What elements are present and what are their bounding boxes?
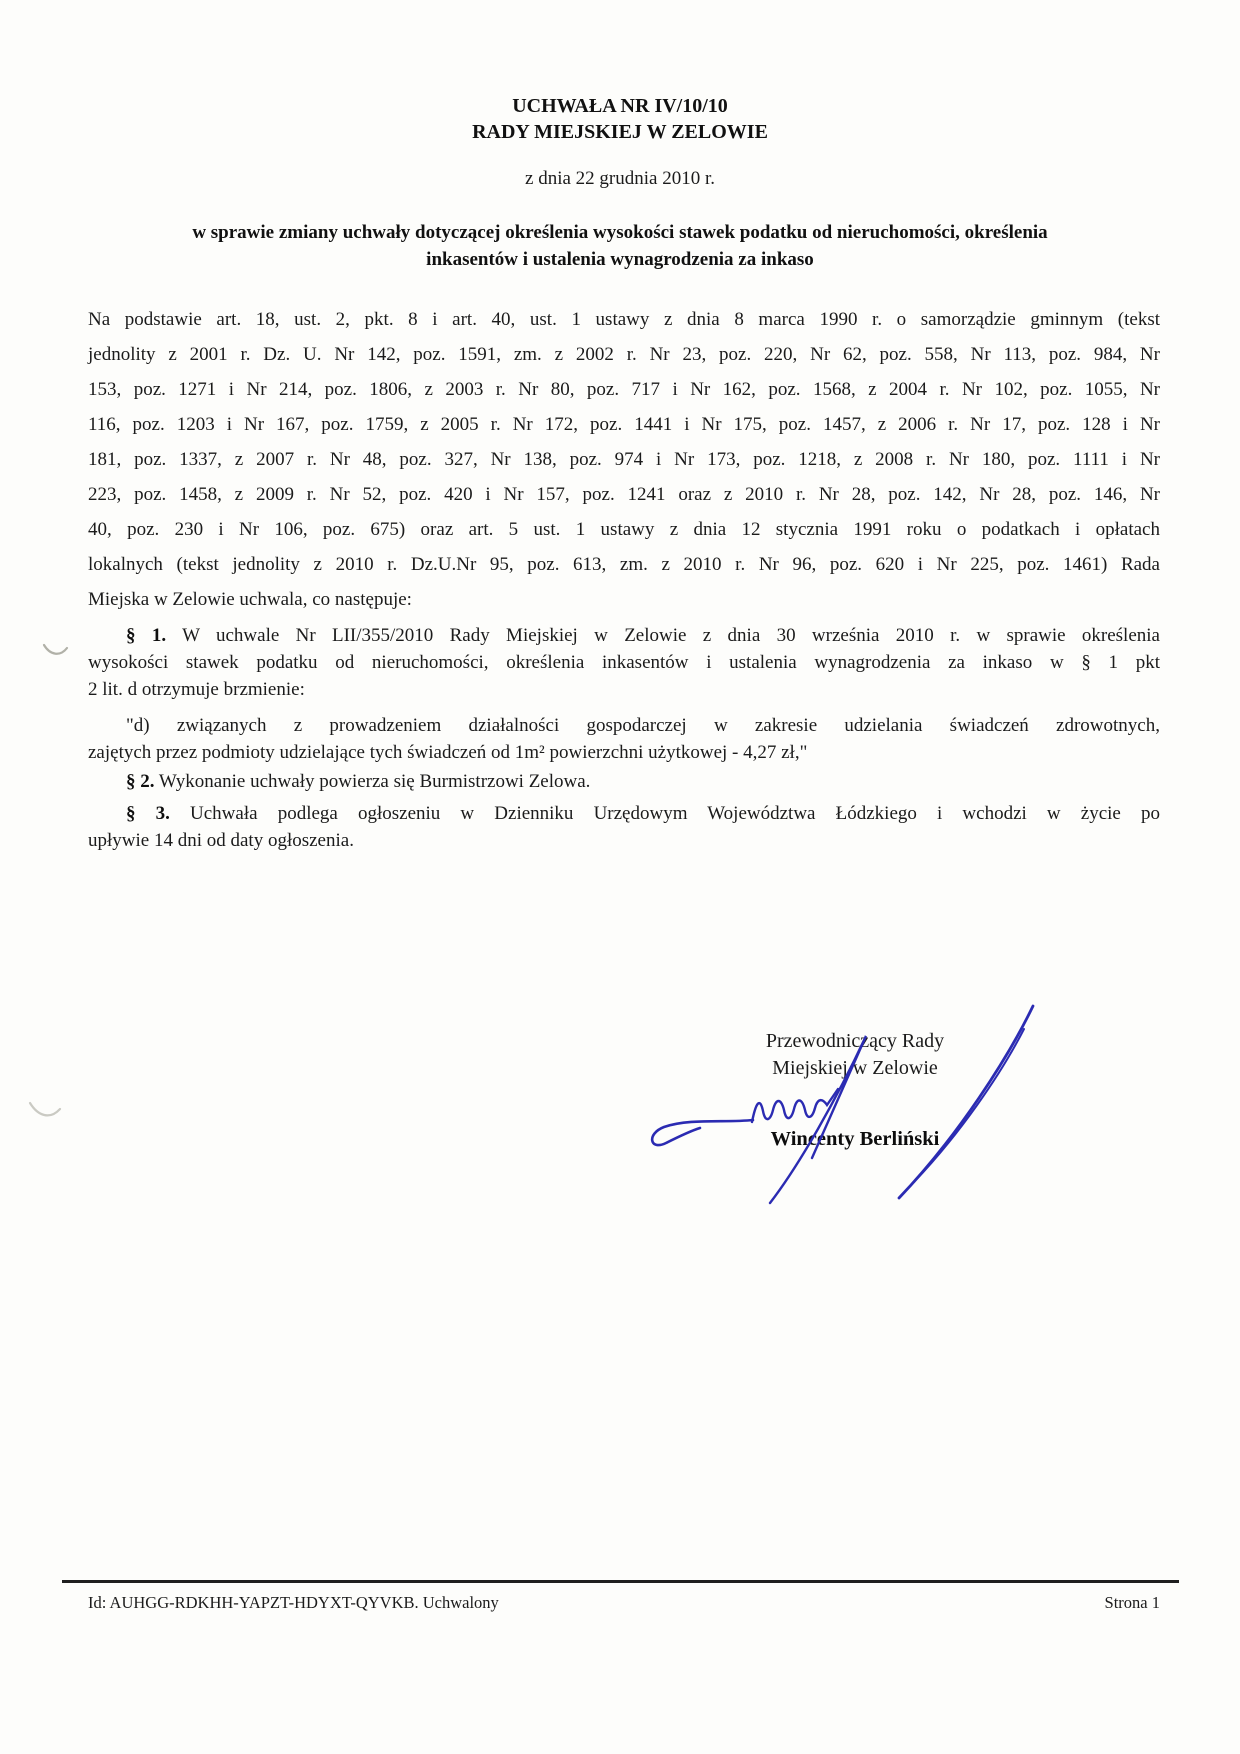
footer-page-number: Strona 1: [1104, 1593, 1160, 1612]
legal-basis-line: lokalnych (tekst jednolity z 2010 r. Dz.U.Nr 95, poz. 613, zm. z 2010 r. Nr 96, poz. 620 i Nr 225, poz. 1461) Rada: [88, 554, 1160, 575]
section-3-line: upływie 14 dni od daty ogłoszenia.: [88, 830, 354, 851]
legal-basis-line: 153, poz. 1271 i Nr 214, poz. 1806, z 2003 r. Nr 80, poz. 717 i Nr 162, poz. 1568, z 2004 r. Nr 102, poz. 1055, Nr: [88, 379, 1160, 400]
section-1-line: 2 lit. d otrzymuje brzmienie:: [88, 679, 305, 700]
section-3-line: [88, 800, 1160, 827]
resolution-number: UCHWAŁA NR IV/10/10: [512, 95, 728, 117]
signatory-role-line-1: Przewodniczący Rady: [765, 1030, 945, 1052]
signatory-name: Wincenty Berliński: [770, 1128, 940, 1150]
legal-basis-line: 116, poz. 1203 i Nr 167, poz. 1759, z 2005 r. Nr 172, poz. 1441 i Nr 175, poz. 1457, z 2006 r. Nr 17, poz. 128 i Nr: [88, 414, 1160, 435]
subject-line-2: inkasentów i ustalenia wynagrodzenia za inkaso: [426, 249, 814, 270]
footer-rule: [62, 1580, 1179, 1583]
section-2-label: § 2.: [126, 771, 155, 792]
legal-basis-line: Na podstawie art. 18, ust. 2, pkt. 8 i art. 40, ust. 1 ustawy z dnia 8 marca 1990 r. o samorządzie gminnym (tekst: [88, 309, 1160, 330]
section-2-text: Wykonanie uchwały powierza się Burmistrzowi Zelowa.: [158, 771, 591, 792]
legal-basis-line: Miejska w Zelowie uchwala, co następuje:: [88, 589, 412, 610]
signatory-role-line-2: Miejskiej w Zelowie: [772, 1057, 938, 1079]
section-1-paragraph: [88, 622, 1160, 703]
date-line: z dnia 22 grudnia 2010 r.: [525, 168, 715, 189]
quote-d-line: "d) związanych z prowadzeniem działalności gospodarczej w zakresie udzielania świadczeń zdrowotnych,: [126, 715, 1160, 736]
section-3-label: § 3.: [126, 803, 170, 824]
footer-document-id: Id: AUHGG-RDKHH-YAPZT-HDYXT-QYVKB. Uchwalony: [88, 1593, 499, 1612]
quote-d-paragraph: [88, 712, 1160, 766]
legal-basis-paragraph: [88, 302, 1160, 617]
section-3-text: Uchwała podlega ogłoszeniu w Dzienniku Urzędowym Województwa Łódzkiego i wchodzi w życie po: [190, 803, 1161, 824]
subject-line-1: w sprawie zmiany uchwały dotyczącej określenia wysokości stawek podatku od nieruchomości, określenia: [192, 222, 1048, 243]
scan-artifact: [30, 645, 67, 1115]
legal-basis-line: jednolity z 2001 r. Dz. U. Nr 142, poz. 1591, zm. z 2002 r. Nr 23, poz. 220, Nr 62, poz. 558, Nr 113, poz. 984, Nr: [88, 344, 1160, 365]
section-1-line: wysokości stawek podatku od nieruchomości, określenia inkasentów i ustalenia wynagrodzenia za inkaso w § 1 pkt: [88, 652, 1160, 673]
section-1-text: W uchwale Nr LII/355/2010 Rady Miejskiej w Zelowie z dnia 30 września 2010 r. w sprawie określenia: [182, 625, 1160, 646]
legal-basis-line: 40, poz. 230 i Nr 106, poz. 675) oraz art. 5 ust. 1 ustawy z dnia 12 stycznia 1991 roku o podatkach i opłatach: [88, 519, 1160, 540]
signatory-role: [640, 1028, 1070, 1082]
section-2-paragraph: [88, 768, 1160, 795]
section-2-line: [88, 768, 1160, 795]
legal-basis-line: 223, poz. 1458, z 2009 r. Nr 52, poz. 420 i Nr 157, poz. 1241 oraz z 2010 r. Nr 28, poz. 142, Nr 28, poz. 146, Nr: [88, 484, 1160, 505]
council-name: RADY MIEJSKIEJ W ZELOWIE: [472, 121, 768, 143]
quote-d-line: zajętych przez podmioty udzielające tych świadczeń od 1m² powierzchni użytkowej - 4,27 zł,": [88, 742, 808, 763]
section-1-label: § 1.: [126, 625, 167, 646]
section-1-line: [88, 622, 1160, 649]
section-3-paragraph: [88, 800, 1160, 854]
document-header: [0, 93, 1240, 145]
subject-block: [0, 219, 1240, 273]
legal-basis-line: 181, poz. 1337, z 2007 r. Nr 48, poz. 327, Nr 138, poz. 974 i Nr 173, poz. 1218, z 2008 r. Nr 180, poz. 1111 i Nr: [88, 449, 1160, 470]
